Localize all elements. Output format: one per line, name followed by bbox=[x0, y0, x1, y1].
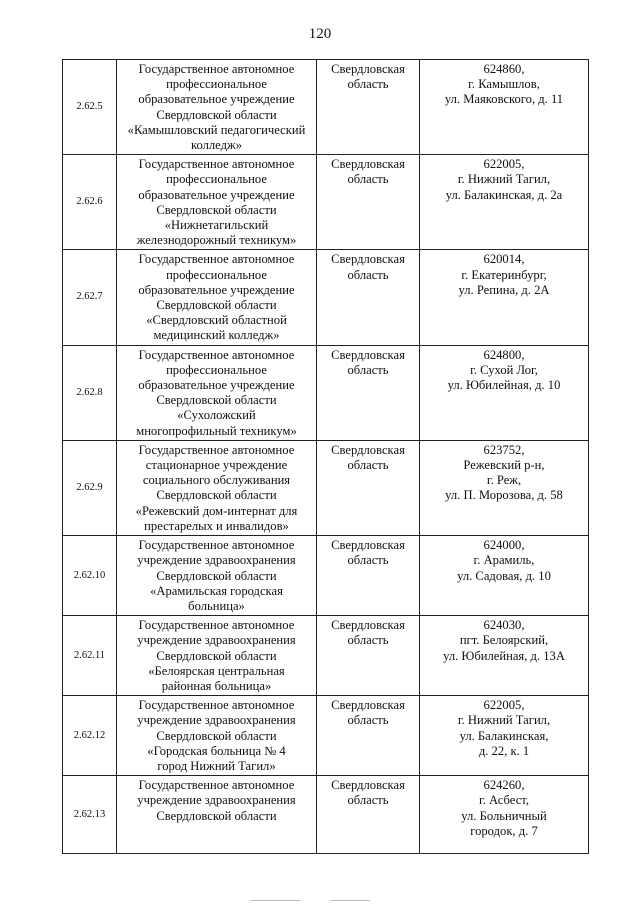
row-code: 2.62.7 bbox=[63, 250, 117, 345]
row-institution-name bbox=[117, 60, 317, 155]
row-region bbox=[317, 536, 420, 616]
row-address bbox=[420, 345, 589, 440]
institution-name-line: профессиональное bbox=[166, 77, 267, 92]
address-line: ул. П. Морозова, д. 58 bbox=[445, 488, 563, 503]
address-line: г. Реж, bbox=[486, 473, 522, 488]
region-line: область bbox=[347, 553, 389, 568]
institution-name-line: «Свердловский областной bbox=[146, 313, 287, 328]
address-line: 624000, bbox=[483, 538, 525, 553]
table-row bbox=[63, 616, 589, 696]
institution-name-line: профессиональное bbox=[166, 267, 267, 282]
region-line: Свердловская bbox=[331, 778, 405, 793]
institution-name-line: Свердловской области bbox=[156, 808, 277, 823]
address-line: ул. Юбилейная, д. 13А bbox=[443, 648, 565, 663]
row-institution-name bbox=[117, 250, 317, 345]
row-address bbox=[420, 616, 589, 696]
region-line: область bbox=[347, 458, 389, 473]
region-line: область bbox=[347, 267, 389, 282]
institution-name-line: многопрофильный техникум» bbox=[136, 423, 297, 438]
institution-name-line: Государственное автономное bbox=[138, 442, 295, 457]
institution-name-line: Свердловской области bbox=[156, 107, 277, 122]
institution-name-line: профессиональное bbox=[166, 362, 267, 377]
address-line: 623752, bbox=[483, 442, 525, 457]
institution-name-line: Государственное автономное bbox=[138, 618, 295, 633]
address-line: 624860, bbox=[483, 62, 525, 76]
row-address bbox=[420, 776, 589, 854]
row-code: 2.62.13 bbox=[63, 776, 117, 854]
region-line: Свердловская bbox=[331, 347, 405, 362]
institution-name-line: Государственное автономное bbox=[138, 347, 295, 362]
row-region bbox=[317, 696, 420, 776]
institution-name-line: образовательное учреждение bbox=[138, 282, 295, 297]
institution-name-line: колледж» bbox=[190, 138, 242, 153]
institution-name-line: районная больница» bbox=[161, 678, 272, 693]
address-line: г. Арамиль, bbox=[473, 553, 535, 568]
region-line: Свердловская bbox=[331, 252, 405, 267]
address-line: г. Асбест, bbox=[478, 793, 529, 808]
institution-name-line: «Нижнетагильский bbox=[164, 218, 269, 233]
row-address bbox=[420, 60, 589, 155]
row-address bbox=[420, 440, 589, 535]
table-row bbox=[63, 536, 589, 616]
address-line: Режевский р-н, bbox=[463, 458, 545, 473]
scan-mark bbox=[330, 900, 370, 901]
region-line: область bbox=[347, 713, 389, 728]
row-address bbox=[420, 155, 589, 250]
row-institution-name bbox=[117, 776, 317, 854]
address-line: ул. Балакинская, д. 2а bbox=[445, 187, 563, 202]
address-line: г. Камышлов, bbox=[468, 77, 540, 92]
institution-name-line: Свердловской области bbox=[156, 202, 277, 217]
institution-name-line: больница» bbox=[188, 598, 245, 613]
address-line: 624030, bbox=[483, 618, 525, 633]
table-row bbox=[63, 250, 589, 345]
region-line: Свердловская bbox=[331, 442, 405, 457]
institution-name-line: «Городская больница № 4 bbox=[147, 743, 286, 758]
row-code: 2.62.6 bbox=[63, 155, 117, 250]
row-institution-name bbox=[117, 345, 317, 440]
institution-name-line: Свердловской области bbox=[156, 728, 277, 743]
institution-name-line: учреждение здравоохранения bbox=[137, 633, 296, 648]
institution-name-line: социального обслуживания bbox=[142, 473, 291, 488]
row-address bbox=[420, 250, 589, 345]
institution-name-line: город Нижний Тагил» bbox=[157, 758, 276, 773]
region-line: Свердловская bbox=[331, 538, 405, 553]
row-institution-name bbox=[117, 616, 317, 696]
institution-name-line: профессиональное bbox=[166, 172, 267, 187]
table-row bbox=[63, 776, 589, 854]
row-code: 2.62.5 bbox=[63, 60, 117, 155]
address-line: ул. Больничный bbox=[461, 808, 547, 823]
table-row bbox=[63, 696, 589, 776]
address-line: 624800, bbox=[483, 347, 525, 362]
row-institution-name bbox=[117, 155, 317, 250]
row-code: 2.62.11 bbox=[63, 616, 117, 696]
table-row bbox=[63, 155, 589, 250]
institution-name-line: учреждение здравоохранения bbox=[137, 793, 296, 808]
row-region bbox=[317, 155, 420, 250]
address-line: д. 22, к. 1 bbox=[478, 743, 530, 758]
institution-name-line: Государственное автономное bbox=[138, 252, 295, 267]
institution-name-line: учреждение здравоохранения bbox=[137, 713, 296, 728]
page-number: 120 bbox=[308, 26, 332, 42]
institution-name-line: медицинский колледж» bbox=[153, 328, 280, 343]
institution-name-line: «Режевский дом-интернат для bbox=[135, 503, 298, 518]
address-line: 622005, bbox=[483, 698, 525, 713]
institution-name-line: Государственное автономное bbox=[138, 157, 295, 172]
institution-name-line: Свердловской области bbox=[156, 393, 277, 408]
region-line: область bbox=[347, 793, 389, 808]
row-region bbox=[317, 250, 420, 345]
institution-name-line: железнодорожный техникум» bbox=[136, 233, 297, 248]
region-line: Свердловская bbox=[331, 698, 405, 713]
institution-name-line: «Сухоложский bbox=[177, 408, 256, 423]
institution-name-line: стационарное учреждение bbox=[145, 458, 288, 473]
table-row bbox=[63, 440, 589, 535]
row-institution-name bbox=[117, 536, 317, 616]
region-line: область bbox=[347, 172, 389, 187]
institution-name-line: Государственное автономное bbox=[138, 538, 295, 553]
scan-mark bbox=[250, 900, 300, 901]
region-line: область bbox=[347, 633, 389, 648]
institution-name-line: «Камышловский педагогический bbox=[127, 122, 306, 137]
institution-name-line: учреждение здравоохранения bbox=[137, 553, 296, 568]
institution-name-line: Свердловской области bbox=[156, 568, 277, 583]
address-line: 620014, bbox=[483, 252, 525, 267]
row-region bbox=[317, 60, 420, 155]
address-line: пгт. Белоярский, bbox=[459, 633, 549, 648]
institution-name-line: Свердловской области bbox=[156, 298, 277, 313]
institution-name-line: Свердловской области bbox=[156, 488, 277, 503]
table-row bbox=[63, 345, 589, 440]
registry-table bbox=[62, 59, 589, 854]
region-line: Свердловская bbox=[331, 157, 405, 172]
institution-name-line: Государственное автономное bbox=[138, 778, 295, 793]
institution-name-line: образовательное учреждение bbox=[138, 378, 295, 393]
institution-name-line: образовательное учреждение bbox=[138, 92, 295, 107]
row-code: 2.62.12 bbox=[63, 696, 117, 776]
address-line: г. Нижний Тагил, bbox=[457, 172, 551, 187]
institution-name-line: престарелых и инвалидов» bbox=[144, 518, 289, 533]
row-address bbox=[420, 696, 589, 776]
institution-name-line: образовательное учреждение bbox=[138, 187, 295, 202]
region-line: Свердловская bbox=[331, 62, 405, 76]
region-line: Свердловская bbox=[331, 618, 405, 633]
address-line: г. Нижний Тагил, bbox=[457, 713, 551, 728]
row-code: 2.62.8 bbox=[63, 345, 117, 440]
institution-name-line: Свердловской области bbox=[156, 648, 277, 663]
row-code: 2.62.10 bbox=[63, 536, 117, 616]
row-address bbox=[420, 536, 589, 616]
address-line: 622005, bbox=[483, 157, 525, 172]
institution-name-line: Государственное автономное bbox=[138, 698, 295, 713]
registry-table-body bbox=[63, 60, 589, 854]
region-line: область bbox=[347, 77, 389, 92]
table-row bbox=[63, 60, 589, 155]
address-line: ул. Садовая, д. 10 bbox=[457, 568, 551, 583]
row-region bbox=[317, 776, 420, 854]
institution-name-line: «Белоярская центральная bbox=[148, 663, 285, 678]
address-line: г. Сухой Лог, bbox=[470, 362, 538, 377]
row-region bbox=[317, 616, 420, 696]
row-region bbox=[317, 345, 420, 440]
address-line: 624260, bbox=[483, 778, 525, 793]
address-line: ул. Юбилейная, д. 10 bbox=[447, 378, 561, 393]
row-code: 2.62.9 bbox=[63, 440, 117, 535]
row-institution-name bbox=[117, 440, 317, 535]
region-line: область bbox=[347, 362, 389, 377]
institution-name-line: «Арамильская городская bbox=[150, 583, 283, 598]
address-line: г. Екатеринбург, bbox=[461, 267, 547, 282]
address-line: ул. Репина, д. 2А bbox=[458, 282, 550, 297]
row-region bbox=[317, 440, 420, 535]
institution-name-line: Государственное автономное bbox=[138, 62, 295, 76]
address-line: городок, д. 7 bbox=[470, 823, 538, 838]
address-line: ул. Маяковского, д. 11 bbox=[444, 92, 564, 107]
address-line: ул. Балакинская, bbox=[459, 728, 549, 743]
row-institution-name bbox=[117, 696, 317, 776]
